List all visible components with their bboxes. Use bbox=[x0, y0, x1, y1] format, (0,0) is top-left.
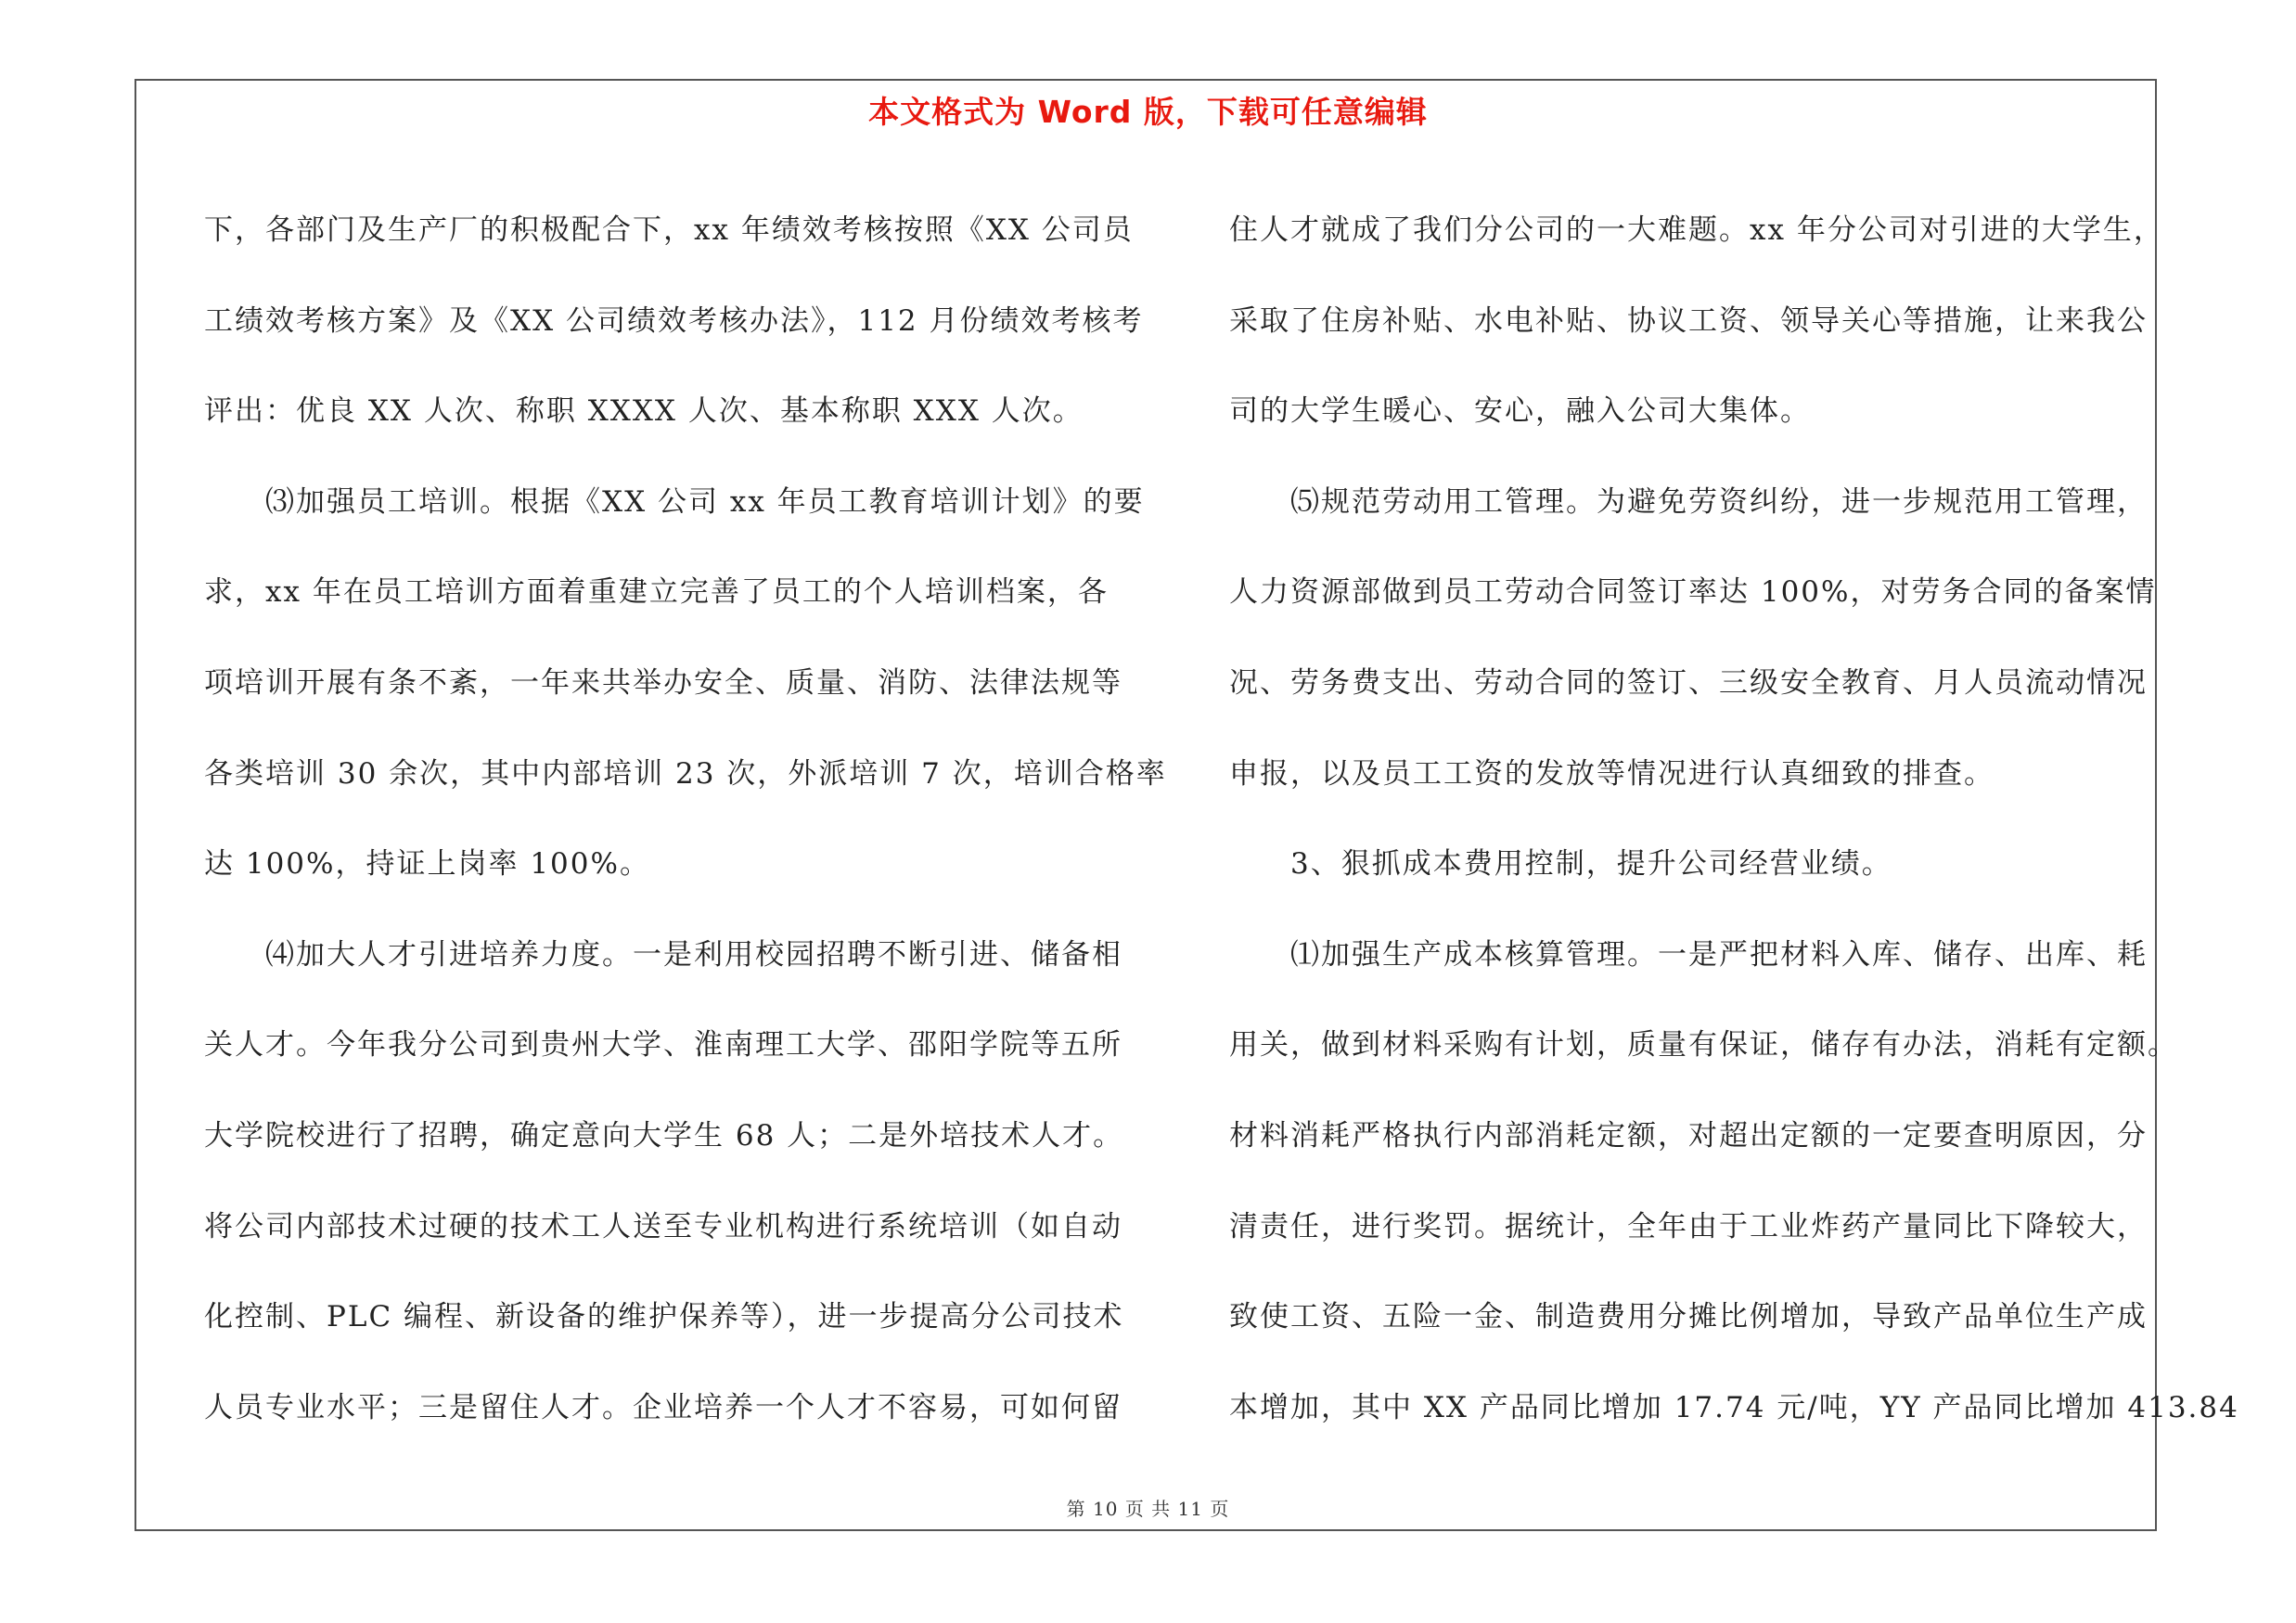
text-line: 采取了住房补贴、水电补贴、协议工资、领导关心等措施，让来我公 bbox=[1229, 303, 2148, 338]
text-line: 工绩效考核方案》及《XX 公司绩效考核办法》，112 月份绩效考核考 bbox=[204, 303, 1144, 338]
page-number-footer: 第 10 页 共 11 页 bbox=[1066, 1498, 1230, 1520]
text-line: 达 100%，持证上岗率 100%。 bbox=[204, 847, 650, 882]
text-line: 下，各部门及生产厂的积极配合下，xx 年绩效考核按照《XX 公司员 bbox=[204, 213, 1134, 247]
text-line: 清责任，进行奖罚。据统计，全年由于工业炸药产量同比下降较大， bbox=[1229, 1209, 2148, 1243]
text-line: 人力资源部做到员工劳动合同签订率达 100%，对劳务合同的备案情 bbox=[1229, 575, 2157, 610]
text-line: 申报，以及员工工资的发放等情况进行认真细致的排查。 bbox=[1229, 756, 1995, 791]
text-line: ⑶加强员工培训。根据《XX 公司 xx 年员工教育培训计划》的要 bbox=[204, 484, 1145, 519]
text-line: 用关，做到材料采购有计划，质量有保证，储存有办法，消耗有定额。 bbox=[1229, 1028, 2178, 1063]
text-line: 关人才。今年我分公司到贵州大学、淮南理工大学、邵阳学院等五所 bbox=[204, 1028, 1122, 1063]
text-line: 司的大学生暖心、安心，融入公司大集体。 bbox=[1229, 394, 1811, 429]
text-line: 本增加，其中 XX 产品同比增加 17.74 元/吨，YY 产品同比增加 413.84 bbox=[1229, 1390, 2239, 1424]
text-line: ⑷加大人才引进培养力度。一是利用校园招聘不断引进、储备相 bbox=[204, 937, 1122, 972]
text-line: 求，xx 年在员工培训方面着重建立完善了员工的个人培训档案，各 bbox=[204, 575, 1109, 610]
text-line: ⑴加强生产成本核算管理。一是严把材料入库、储存、出库、耗 bbox=[1229, 937, 2148, 972]
text-line: 材料消耗严格执行内部消耗定额，对超出定额的一定要查明原因，分 bbox=[1229, 1118, 2148, 1153]
format-banner: 本文格式为 Word 版，下载可任意编辑 bbox=[868, 94, 1428, 130]
text-line: 人员专业水平；三是留住人才。企业培养一个人才不容易，可如何留 bbox=[204, 1390, 1122, 1424]
left-text-column bbox=[204, 186, 1167, 1453]
text-line: 3、狠抓成本费用控制，提升公司经营业绩。 bbox=[1229, 847, 1892, 882]
text-line: ⑸规范劳动用工管理。为避免劳资纠纷，进一步规范用工管理， bbox=[1229, 484, 2148, 519]
text-line: 化控制、PLC 编程、新设备的维护保养等），进一步提高分公司技术 bbox=[204, 1300, 1124, 1334]
text-line: 项培训开展有条不紊，一年来共举办安全、质量、消防、法律法规等 bbox=[204, 665, 1122, 700]
text-line: 将公司内部技术过硬的技术工人送至专业机构进行系统培训（如自动 bbox=[204, 1209, 1122, 1243]
text-line: 住人才就成了我们分公司的一大难题。xx 年分公司对引进的大学生， bbox=[1229, 213, 2164, 247]
text-line: 各类培训 30 余次，其中内部培训 23 次，外派培训 7 次，培训合格率 bbox=[204, 756, 1167, 791]
text-line: 评出：优良 XX 人次、称职 XXXX 人次、基本称职 XXX 人次。 bbox=[204, 394, 1084, 429]
text-line: 致使工资、五险一金、制造费用分摊比例增加，导致产品单位生产成 bbox=[1229, 1300, 2148, 1334]
text-line: 况、劳务费支出、劳动合同的签订、三级安全教育、月人员流动情况 bbox=[1229, 665, 2148, 700]
text-line: 大学院校进行了招聘，确定意向大学生 68 人；二是外培技术人才。 bbox=[204, 1118, 1124, 1153]
right-text-column bbox=[1229, 186, 2239, 1453]
